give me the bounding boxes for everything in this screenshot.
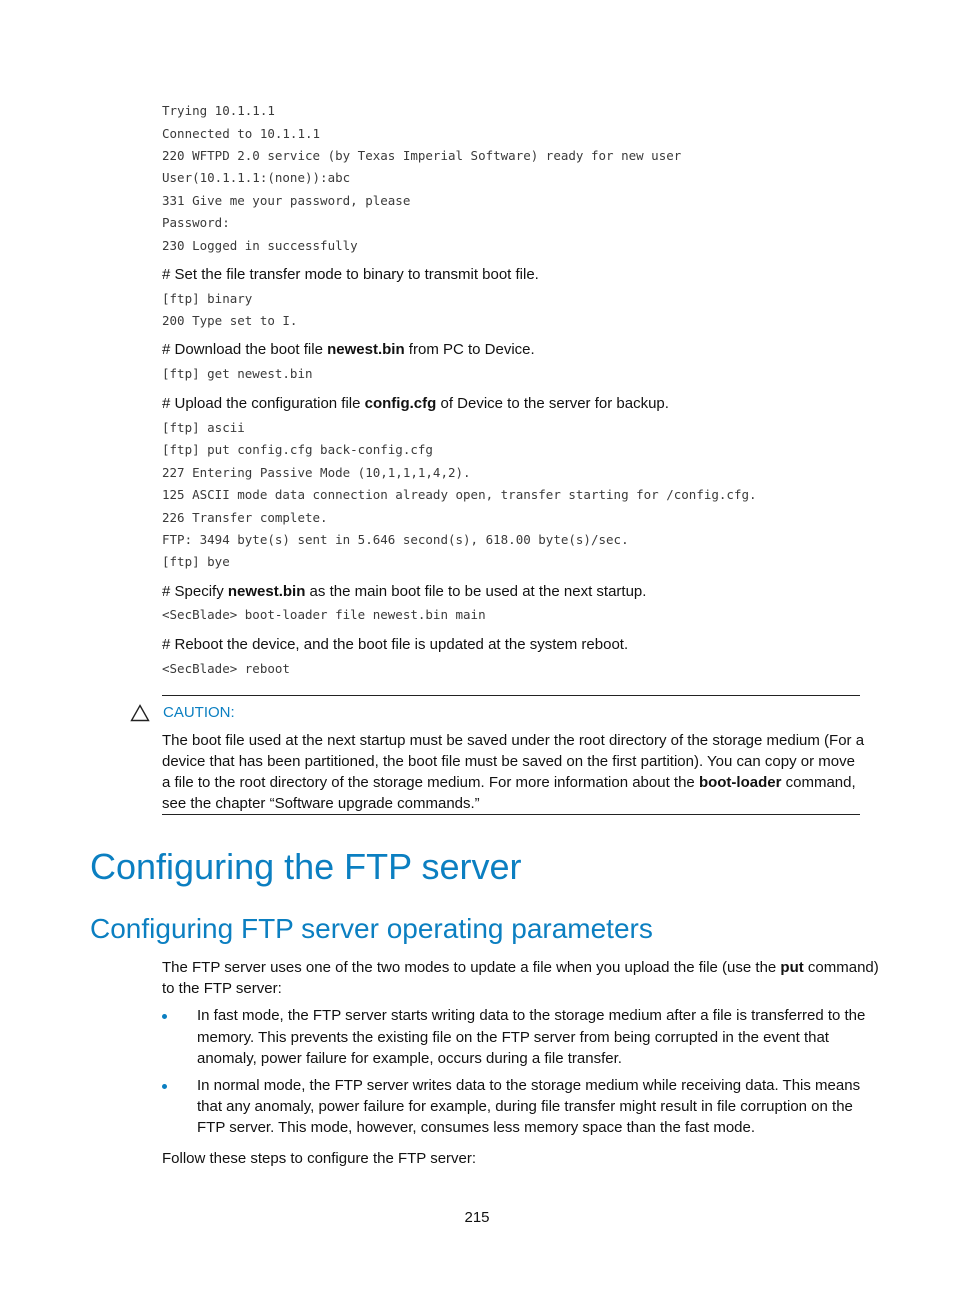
code-line: <SecBlade> reboot [162, 661, 290, 676]
bullet-dot-icon [162, 1084, 167, 1089]
list-item-line: In normal mode, the FTP server writes data to the storage medium while receiving data. This means [197, 1077, 861, 1094]
list-item-line: memory. This prevents the existing file on the FTP server from being corrupted in the event that [197, 1029, 829, 1046]
caution-line: a file to the root directory of the storage medium. For more information about the boot-loader command, [162, 774, 856, 791]
caution-line: device that has been partitioned, the boot file must be saved on the first partition). You can copy or move [162, 753, 855, 770]
section-title: Configuring FTP server operating parameters [90, 913, 653, 944]
warning-triangle-icon [130, 704, 150, 722]
list-item-line: anomaly, power failure for example, occurs during a file transfer. [197, 1050, 622, 1067]
page-number: 215 [464, 1209, 490, 1226]
list-item-line: that any anomaly, power failure for example, during file transfer might result in file corruption on the [197, 1098, 853, 1115]
code-line: [ftp] binary [162, 291, 253, 306]
page-title: Configuring the FTP server [90, 846, 522, 887]
step-upload: # Upload the configuration file config.cfg of Device to the server for backup. [162, 395, 669, 412]
caution-top-rule [162, 695, 860, 696]
list-item-line: In fast mode, the FTP server starts writing data to the storage medium after a file is transferred to the [197, 1007, 866, 1024]
code-line: 227 Entering Passive Mode (10,1,1,1,4,2). [162, 465, 471, 480]
code-line: <SecBlade> boot-loader file newest.bin main [162, 607, 486, 622]
code-line: [ftp] bye [162, 554, 230, 569]
follow-steps-text: Follow these steps to configure the FTP server: [162, 1150, 477, 1167]
step-download: # Download the boot file newest.bin from PC to Device. [162, 341, 535, 358]
code-line: [ftp] ascii [162, 420, 245, 435]
caution-label: CAUTION: [163, 704, 235, 721]
step-specify: # Specify newest.bin as the main boot file to be used at the next startup. [162, 583, 647, 600]
code-line: 125 ASCII mode data connection already open, transfer starting for /config.cfg. [162, 487, 757, 502]
code-line: 220 WFTPD 2.0 service (by Texas Imperial Software) ready for new user [162, 148, 682, 163]
code-line: 226 Transfer complete. [162, 510, 328, 525]
caution-bottom-rule [162, 814, 860, 815]
code-line: [ftp] put config.cfg back-config.cfg [162, 442, 433, 457]
code-line: 230 Logged in successfully [162, 238, 358, 253]
code-line: 331 Give me your password, please [162, 193, 411, 208]
caution-line: The boot file used at the next startup must be saved under the root directory of the storage medium (For a [162, 732, 865, 749]
step-reboot: # Reboot the device, and the boot file is updated at the system reboot. [162, 636, 629, 653]
code-line: [ftp] get newest.bin [162, 366, 313, 381]
step-binary: # Set the file transfer mode to binary to transmit boot file. [162, 266, 539, 283]
code-line: Password: [162, 215, 230, 230]
code-line: 200 Type set to I. [162, 313, 298, 328]
list-item-line: FTP server. This mode, however, consumes less memory space than the fast mode. [197, 1119, 756, 1136]
code-line: User(10.1.1.1:(none)):abc [162, 170, 351, 185]
code-line: Trying 10.1.1.1 [162, 103, 275, 118]
caution-line: see the chapter “Software upgrade commands.” [162, 795, 480, 812]
intro-line: to the FTP server: [162, 980, 282, 997]
bullet-dot-icon [162, 1014, 167, 1019]
code-line: FTP: 3494 byte(s) sent in 5.646 second(s), 618.00 byte(s)/sec. [162, 532, 629, 547]
intro-line: The FTP server uses one of the two modes to update a file when you upload the file (use the put command) [162, 959, 879, 976]
code-line: Connected to 10.1.1.1 [162, 126, 321, 141]
